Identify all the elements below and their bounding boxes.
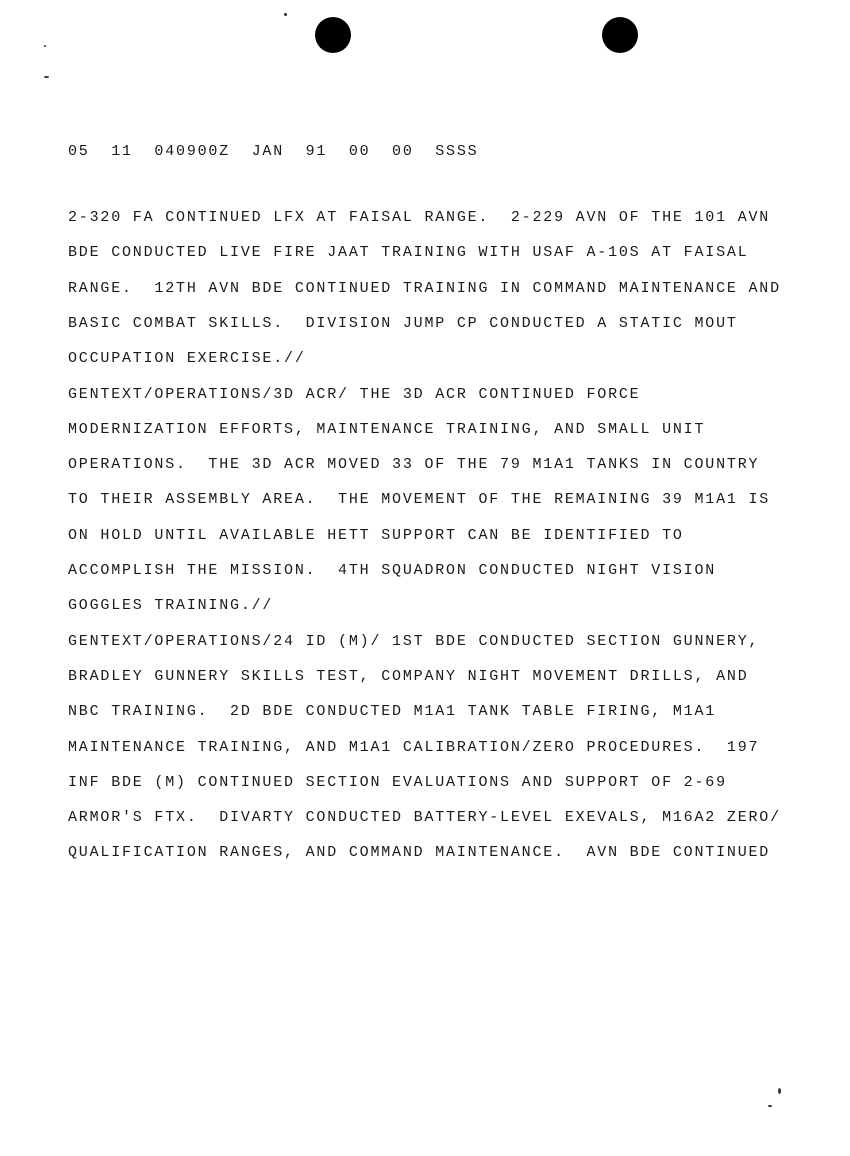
body-line: ON HOLD UNTIL AVAILABLE HETT SUPPORT CAN BE IDENTIFIED TO [68, 526, 684, 544]
body-line: TO THEIR ASSEMBLY AREA. THE MOVEMENT OF THE REMAINING 39 M1A1 IS [68, 491, 771, 509]
body-line: BASIC COMBAT SKILLS. DIVISION JUMP CP CONDUCTED A STATIC MOUT [68, 314, 738, 332]
body-line: OPERATIONS. THE 3D ACR MOVED 33 OF THE 79 M1A1 TANKS IN COUNTRY [68, 456, 760, 474]
body-line: BDE CONDUCTED LIVE FIRE JAAT TRAINING WITH USAF A-10S AT FAISAL [68, 244, 749, 262]
body-line: GENTEXT/OPERATIONS/3D ACR/ THE 3D ACR CONTINUED FORCE [68, 385, 641, 403]
body-line: ACCOMPLISH THE MISSION. 4TH SQUADRON CONDUCTED NIGHT VISION [68, 562, 717, 579]
body-line: INF BDE (M) CONTINUED SECTION EVALUATIONS AND SUPPORT OF 2-69 [68, 773, 727, 791]
body-line: NBC TRAINING. 2D BDE CONDUCTED M1A1 TANK TABLE FIRING, M1A1 [68, 703, 717, 721]
scan-speck [768, 1105, 772, 1107]
punch-hole-right [602, 17, 638, 53]
body-line: ARMOR'S FTX. DIVARTY CONDUCTED BATTERY-LEVEL EXEVALS, M16A2 ZERO/ [68, 809, 781, 827]
scan-speck [778, 1088, 781, 1094]
body-line: QUALIFICATION RANGES, AND COMMAND MAINTENANCE. AVN BDE CONTINUED [68, 844, 771, 862]
body-line: MAINTENANCE TRAINING, AND M1A1 CALIBRATION/ZERO PROCEDURES. 197 [68, 738, 760, 756]
body-line: 2-320 FA CONTINUED LFX AT FAISAL RANGE. 2-229 AVN OF THE 101 AVN [68, 209, 771, 226]
scan-speck [44, 45, 46, 47]
body-line: BRADLEY GUNNERY SKILLS TEST, COMPANY NIGHT MOVEMENT DRILLS, AND [68, 667, 749, 685]
body-line: GENTEXT/OPERATIONS/24 ID (M)/ 1ST BDE CONDUCTED SECTION GUNNERY, [68, 632, 760, 650]
scan-speck [284, 13, 287, 16]
body-line: RANGE. 12TH AVN BDE CONTINUED TRAINING IN COMMAND MAINTENANCE AND [68, 279, 781, 297]
body-line: MODERNIZATION EFFORTS, MAINTENANCE TRAINING, AND SMALL UNIT [68, 420, 706, 438]
body-line: GOGGLES TRAINING.// [68, 597, 274, 615]
message-header: 05 11 040900Z JAN 91 00 00 SSSS [68, 143, 479, 160]
punch-hole-left [315, 17, 351, 53]
body-line: OCCUPATION EXERCISE.// [68, 350, 306, 368]
scan-speck [44, 76, 49, 78]
